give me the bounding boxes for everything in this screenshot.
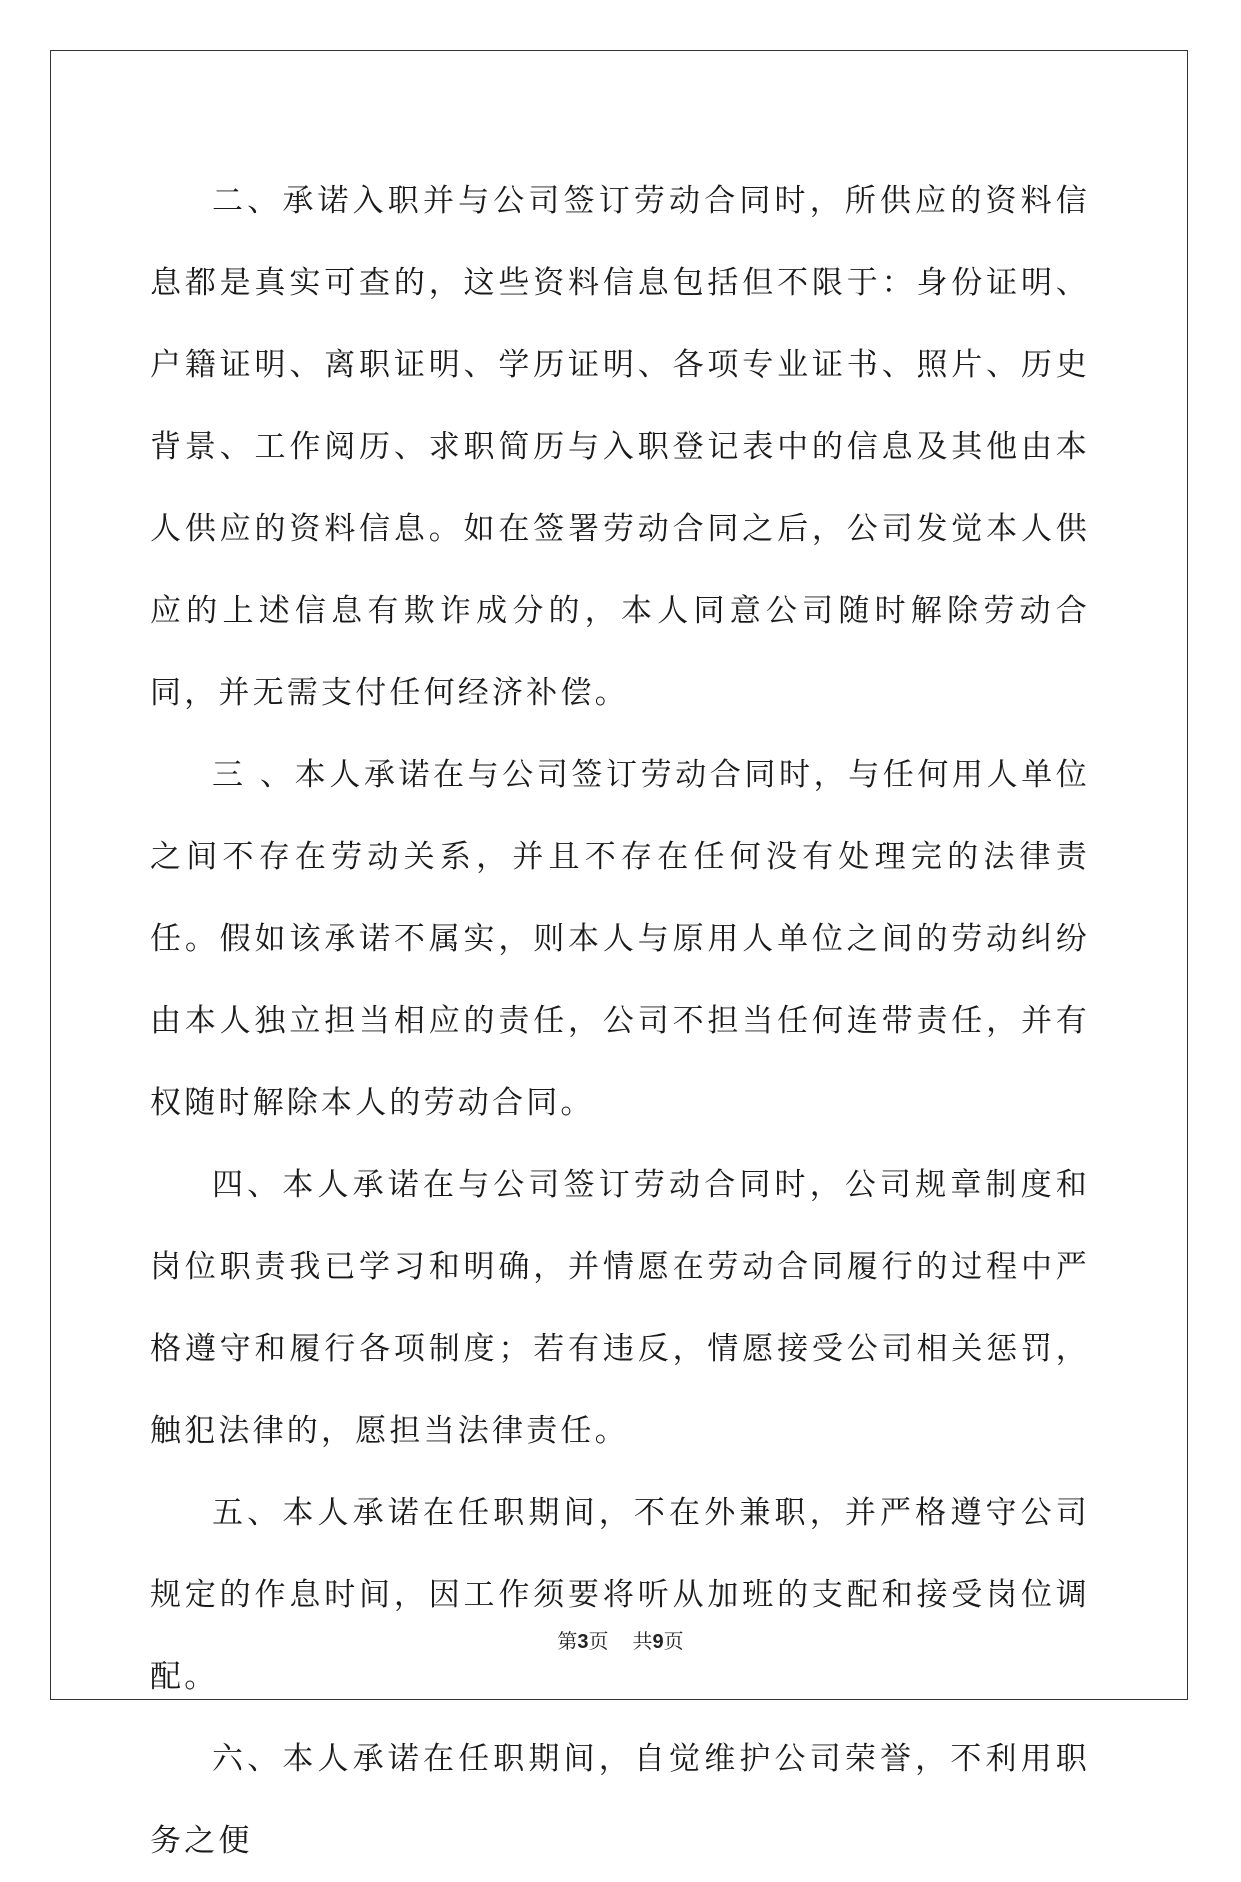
total-page-number: 9	[652, 1631, 664, 1653]
total-suffix: 页	[663, 1629, 684, 1653]
page-suffix: 页	[588, 1629, 609, 1653]
paragraph-clause-6: 六、本人承诺在任职期间，自觉维护公司荣誉，不利用职务之便	[150, 1741, 1090, 1859]
total-prefix: 共	[632, 1629, 653, 1653]
paragraph-clause-5: 五、本人承诺在任职期间，不在外兼职，并严格遵守公司规定的作息时间，因工作须要将听从加班的支配和接受岗位调配。	[150, 1495, 1090, 1695]
document-body	[150, 160, 1090, 1882]
paragraph-clause-2: 二、承诺入职并与公司签订劳动合同时，所供应的资料信息都是真实可查的，这些资料信息包括但不限于：身份证明、户籍证明、离职证明、学历证明、各项专业证书、照片、历史背景、工作阅历、求职简历与入职登记表中的信息及其他由本人供应的资料信息。如在签署劳动合同之后，公司发觉本人供应的上述信息有欺诈成分的，本人同意公司随时解除劳动合同，并无需支付任何经济补偿。	[150, 183, 1090, 711]
paragraph-clause-3: 三 、本人承诺在与公司签订劳动合同时，与任何用人单位之间不存在劳动关系，并且不存在任何没有处理完的法律责任。假如该承诺不属实，则本人与原用人单位之间的劳动纠纷由本人独立担当相应的责任，公司不担当任何连带责任，并有权随时解除本人的劳动合同。	[150, 757, 1090, 1121]
paragraph-clause-4: 四、本人承诺在与公司签订劳动合同时，公司规章制度和岗位职责我已学习和明确，并情愿在劳动合同履行的过程中严格遵守和履行各项制度；若有违反，情愿接受公司相关惩罚，触犯法律的，愿担当法律责任。	[150, 1167, 1090, 1449]
page-number-footer	[0, 1627, 1241, 1656]
current-page-number: 3	[577, 1631, 589, 1653]
page-prefix: 第	[557, 1629, 578, 1653]
